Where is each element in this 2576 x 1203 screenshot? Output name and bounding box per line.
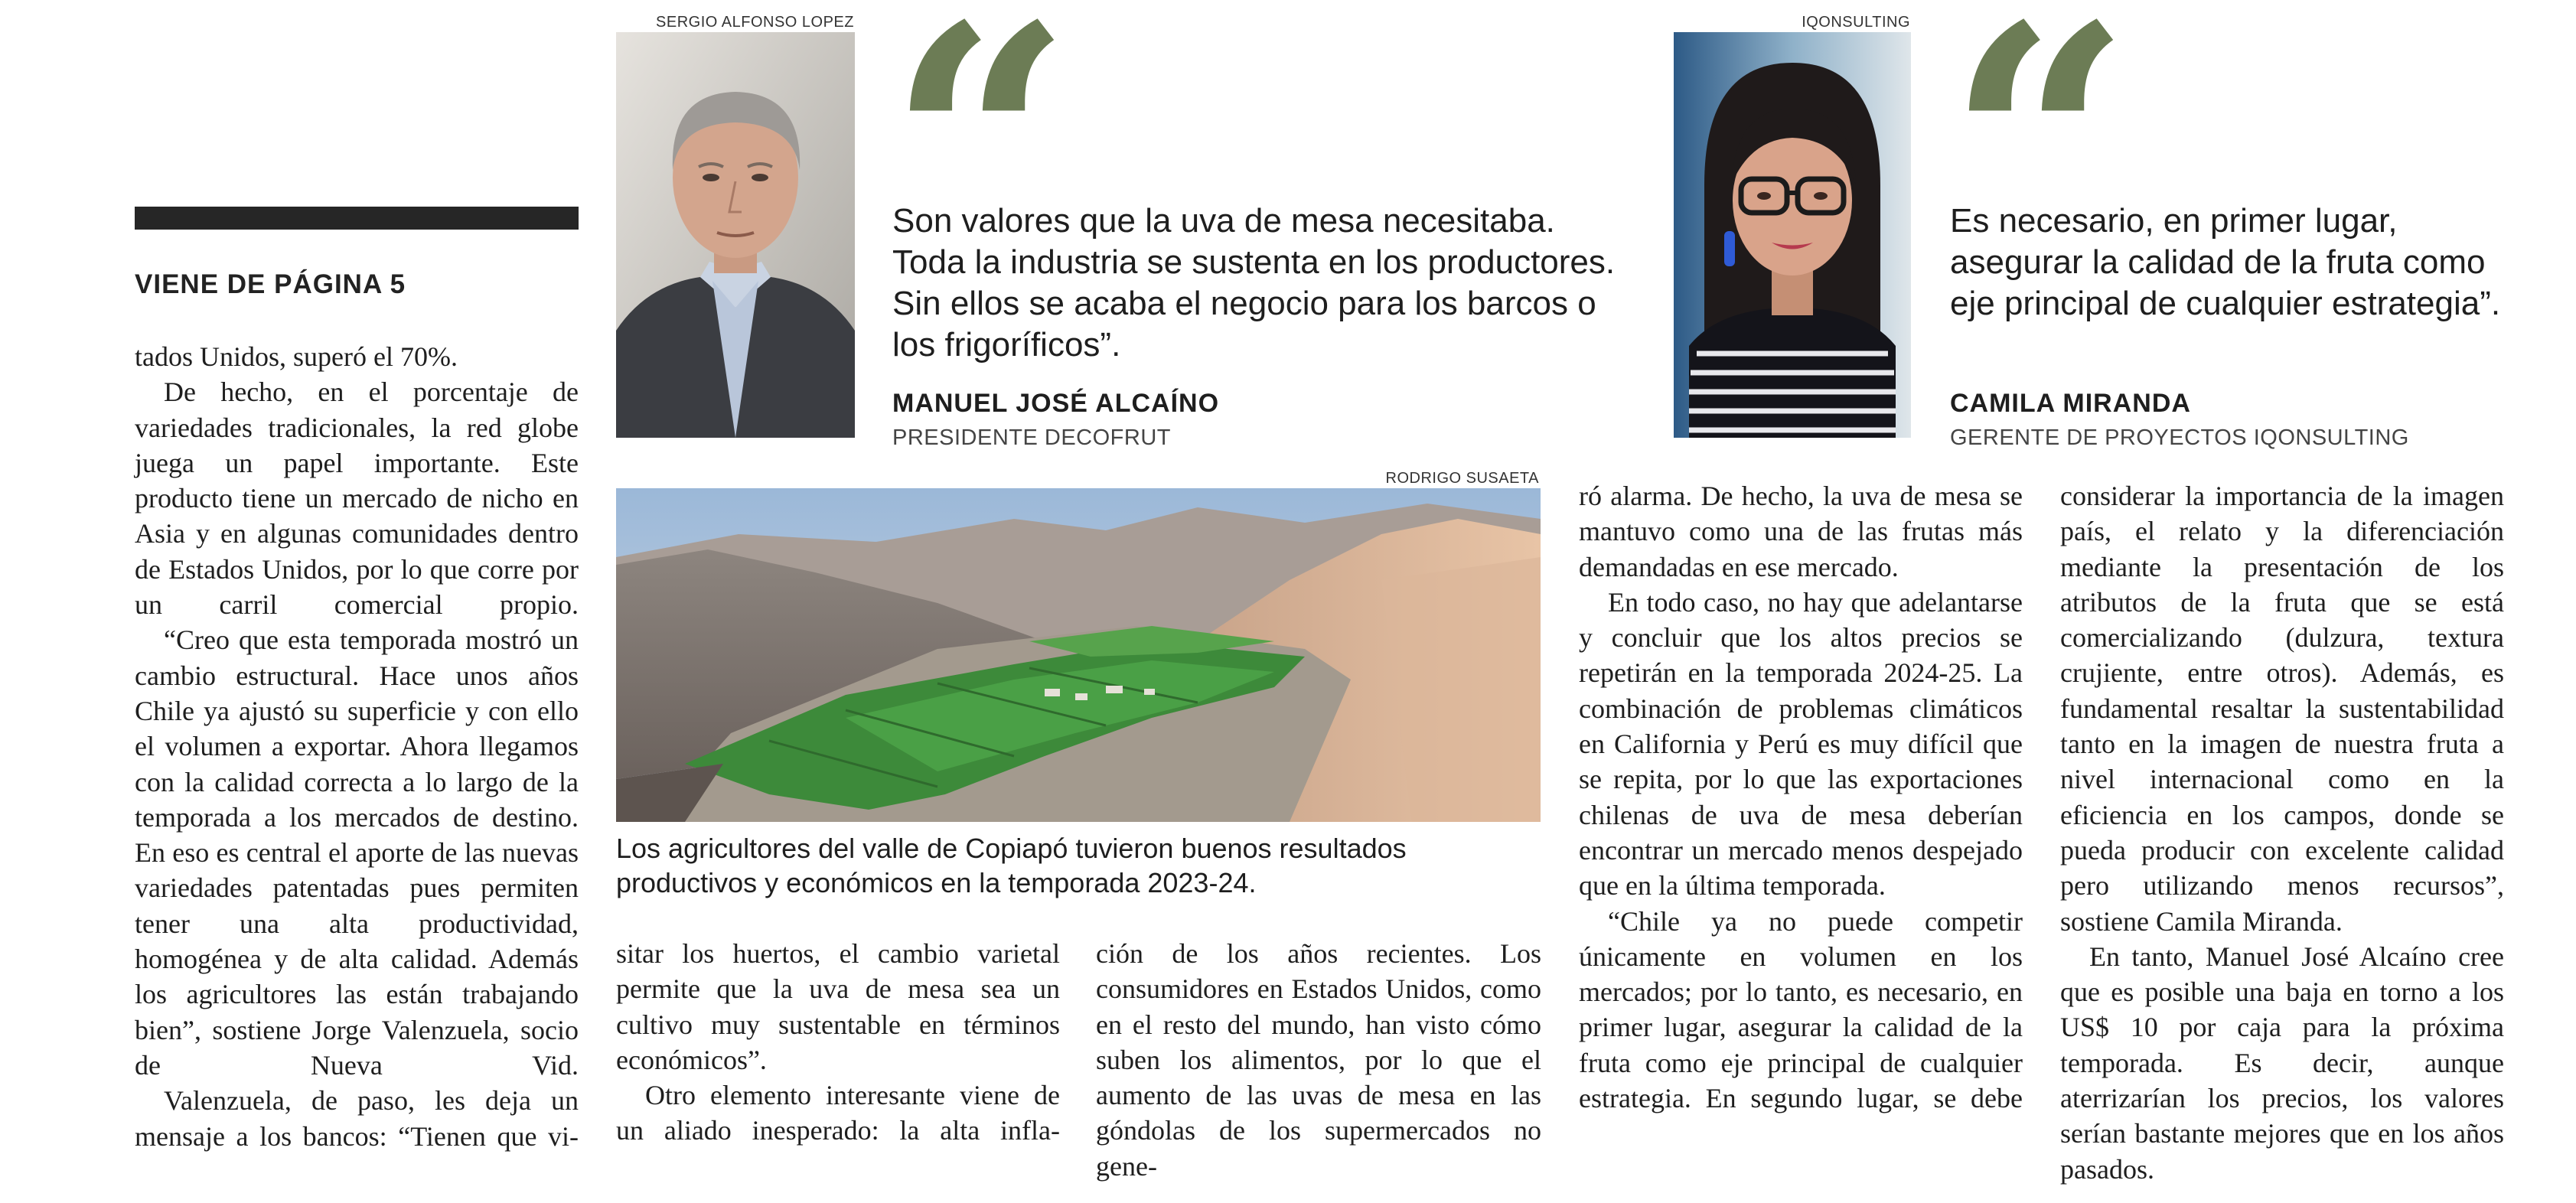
paragraph: considerar la importancia de la imagen país, el relato y la diferenciación mediante la presentación de los atributos de la fruta que se está comercializando (dulzura, textura crujiente, entre otros). Además, es fundamental resaltar la sustentabilidad tanto en la imagen de nuestra fruta a nivel internacional como en la eficiencia en los campos, donde se pueda producir con excelente calidad pero utilizando menos recursos”, sostiene Camila Miranda. <box>2060 481 2504 937</box>
quote-author-name: CAMILA MIRANDA <box>1950 389 2191 418</box>
photo-caption: Los agricultores del valle de Copiapó tuvieron buenos resultados productivos y económicos en la temporada 2023-24. <box>616 833 1407 898</box>
paragraph: En tanto, Manuel José Alcaíno cree que es posible una baja en torno a los US$ 10 por caja para la próxima temporada. Es decir, aunque aterrizarían los precios, los valores serían bastante mejores que en los años pasados. <box>2060 941 2504 1185</box>
article-column-4 <box>1579 478 2023 1116</box>
valley-photo <box>616 488 1541 822</box>
paragraph: En todo caso, no hay que adelantarse y concluir que los altos precios se repetirán en la temporada 2024-25. La combinación de problemas climáticos en California y Perú es muy difícil que se repita, por lo que las exportaciones chilenas de uva de mesa deberían encontrar un mercado menos despejado que en la última temporada. <box>1579 586 2023 901</box>
paragraph: “Chile ya no puede competir únicamente en volumen en los mercados; por lo tanto, es necesario, en primer lugar, asegurar la calidad de la fruta como eje principal de cualquier estrategia. En segundo lugar, se debe <box>1579 905 2023 1114</box>
paragraph: ción de los años recientes. Los consumidores en Estados Unidos, como en el resto del mundo, han visto cómo suben los alimentos, por lo que el aumento de las uvas de mesa en las góndolas de los supermercados no gene- <box>1096 938 1541 1182</box>
portrait-photo-miranda <box>1674 32 1911 438</box>
section-rule <box>135 207 579 230</box>
quote-mark-icon <box>888 15 1133 191</box>
paragraph: ró alarma. De hecho, la uva de mesa se mantuvo como una de las frutas más demandadas en ese mercado. <box>1579 481 2023 582</box>
pull-quote-text: Es necesario, en primer lugar, asegurar la calidad de la fruta como eje principal de cualquier estrategia”. <box>1950 202 2501 322</box>
paragraph: Valenzuela, de paso, les deja un mensaje a los bancos: “Tienen que vi- <box>135 1085 579 1152</box>
quote-author-role: PRESIDENTE DECOFRUT <box>892 425 1171 450</box>
portrait-illustration <box>1674 32 1911 438</box>
paragraph: tados Unidos, superó el 70%. <box>135 341 458 372</box>
article-column-2 <box>616 936 1060 1149</box>
photo-credit: IQONSULTING <box>1802 14 1910 31</box>
valley-landscape-illustration <box>616 488 1541 822</box>
portrait-illustration <box>616 32 855 438</box>
portrait-photo-alcaino <box>616 32 855 438</box>
paragraph: De hecho, en el porcentaje de variedades tradicionales, la red globe juega un papel importante. Este producto tiene un mercado de nicho en Asia y en algunas comunidades dentro de Estados Unidos, por lo que corre por un carril comercial propio. <box>135 377 579 621</box>
quote-author-name: MANUEL JOSÉ ALCAÍNO <box>892 389 1220 418</box>
paragraph: Otro elemento interesante viene de un aliado inesperado: la alta infla- <box>616 1080 1060 1146</box>
quote-mark-icon <box>1947 15 2192 191</box>
photo-credit: SERGIO ALFONSO LOPEZ <box>656 14 854 31</box>
pull-quote-text: Son valores que la uva de mesa necesitaba. Toda la industria se sustenta en los productores. Sin ellos se acaba el negocio para los barcos o los frigoríficos”. <box>892 202 1616 364</box>
photo-credit: RODRIGO SUSAETA <box>1385 470 1539 487</box>
quote-author-role: GERENTE DE PROYECTOS IQONSULTING <box>1950 425 2409 450</box>
section-label: VIENE DE PÁGINA 5 <box>135 269 406 299</box>
paragraph: sitar los huertos, el cambio varietal permite que la uva de mesa sea un cultivo muy sustentable en términos económicos”. <box>616 938 1060 1075</box>
article-column-3 <box>1096 936 1541 1184</box>
article-column-1 <box>135 339 579 1154</box>
paragraph: “Creo que esta temporada mostró un cambio estructural. Hace unos años Chile ya ajustó su superficie y con ello el volumen a exportar. Ahora llegamos con la calidad correcta a lo largo de la temporada a los mercados de destino. En eso es central el aporte de las nuevas variedades patentadas pues permiten tener una alta productividad, homogénea y de alta calidad. Además los agricultores las están trabajando bien”, sostiene Jorge Valenzuela, socio de Nueva Vid. <box>135 624 579 1081</box>
article-column-5 <box>2060 478 2504 1187</box>
